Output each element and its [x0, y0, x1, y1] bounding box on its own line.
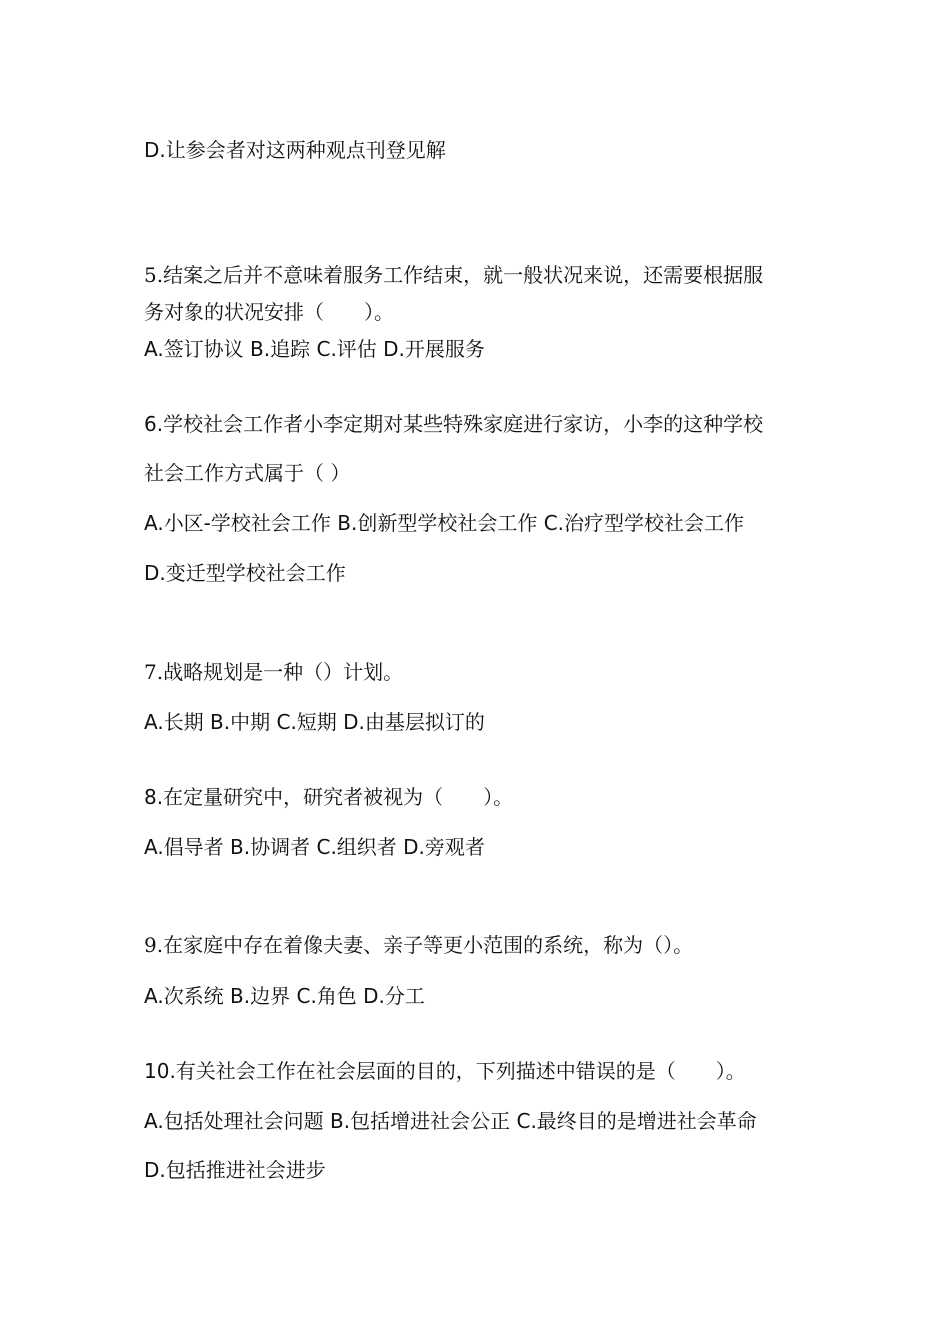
question-10-stem: 10.有关社会工作在社会层面的目的，下列描述中错误的是（ ）。: [144, 1059, 746, 1083]
question-10-options: D.包括推进社会进步: [144, 1158, 326, 1182]
question-5-options: A.签订协议 B.追踪 C.评估 D.开展服务: [144, 337, 485, 361]
question-5-stem: 务对象的状况安排（ ）。: [144, 300, 394, 324]
question-6-stem: 社会工作方式属于（ ）: [144, 461, 351, 485]
question-6-options: A.小区-学校社会工作 B.创新型学校社会工作 C.治疗型学校社会工作: [144, 511, 745, 535]
question-5-stem: 5.结案之后并不意味着服务工作结束，就一般状况来说，还需要根据服: [144, 263, 764, 287]
question-6-options: D.变迁型学校社会工作: [144, 561, 346, 585]
question-7-options: A.长期 B.中期 C.短期 D.由基层拟订的: [144, 710, 485, 734]
question-10-options: A.包括处理社会问题 B.包括增进社会公正 C.最终目的是增进社会革命: [144, 1109, 757, 1133]
question-9-options: A.次系统 B.边界 C.角色 D.分工: [144, 984, 425, 1008]
option-line: D.让参会者对这两种观点刊登见解: [144, 138, 446, 162]
question-6-stem: 6.学校社会工作者小李定期对某些特殊家庭进行家访，小李的这种学校: [144, 412, 764, 436]
question-8-stem: 8.在定量研究中，研究者被视为（ ）。: [144, 785, 514, 809]
question-8-options: A.倡导者 B.协调者 C.组织者 D.旁观者: [144, 835, 485, 859]
question-7-stem: 7.战略规划是一种（）计划。: [144, 660, 404, 684]
question-9-stem: 9.在家庭中存在着像夫妻、亲子等更小范围的系统，称为（）。: [144, 933, 694, 957]
